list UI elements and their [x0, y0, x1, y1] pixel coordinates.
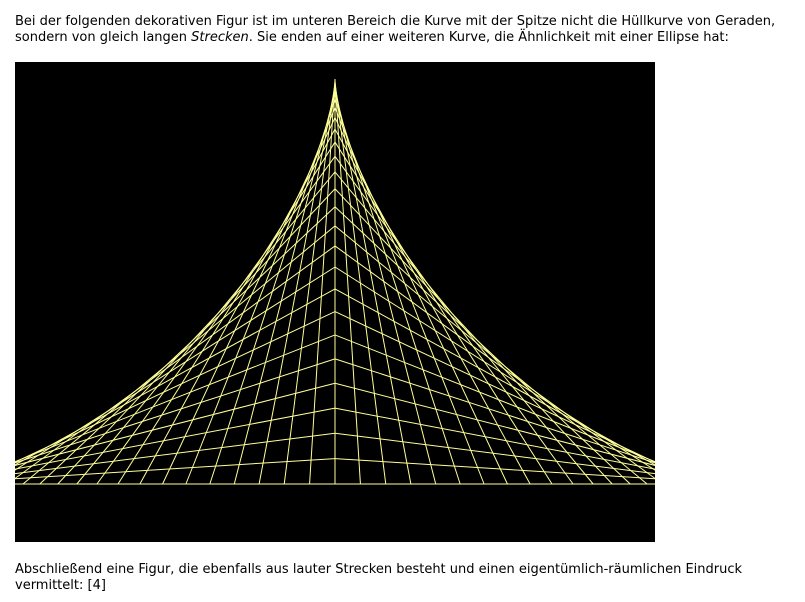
outro-paragraph: Abschließend eine Figur, die ebenfalls aus lauter Strecken besteht und einen eigentümlich-räumlichen Eindruck vermittelt: [4]	[15, 562, 743, 593]
decorative-figure-canvas	[15, 62, 655, 542]
intro-emphasis: Strecken	[191, 30, 249, 45]
figure-segment	[335, 86, 411, 484]
intro-text-end: . Sie enden auf einer weiteren Kurve, die Ähnlichkeit mit einer Ellipse hat:	[248, 30, 729, 45]
figure-segment	[210, 99, 335, 484]
intro-paragraph	[15, 14, 795, 46]
figure-segment	[58, 189, 335, 484]
intro-text-start: Bei der folgenden dekorativen Figur ist im unteren Bereich die Kurve mit der Spitze nicht die Hüllkurve von Geraden, sondern von gleich langen	[15, 14, 776, 45]
figure-segment	[284, 82, 335, 484]
figure-segment	[259, 86, 335, 484]
decorative-figure	[15, 62, 655, 542]
figure-segment	[234, 92, 335, 484]
figure-segment	[335, 207, 630, 484]
figure-segment	[97, 156, 335, 484]
